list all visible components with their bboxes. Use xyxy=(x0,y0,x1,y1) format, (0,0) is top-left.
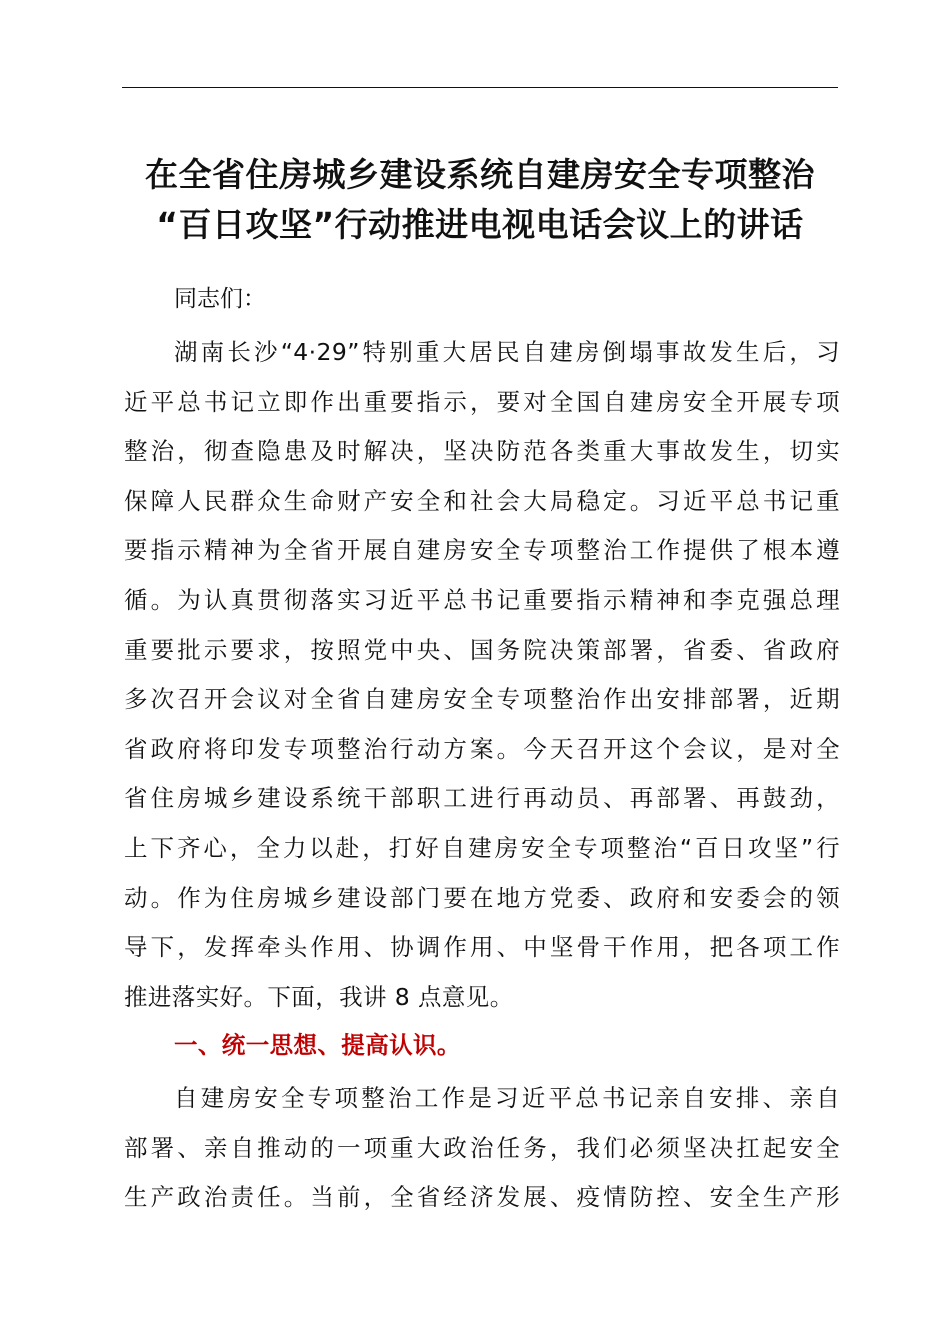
paragraph-line: 省住房城乡建设系统干部职工进行再动员、再部署、再鼓劲， xyxy=(124,784,840,813)
paragraph-line: 整治，彻查隐患及时解决，坚决防范各类重大事故发生，切实 xyxy=(124,437,840,466)
salutation: 同志们： xyxy=(174,286,266,312)
paragraph-line: 近平总书记立即作出重要指示，要对全国自建房安全开展专项 xyxy=(124,387,840,416)
paragraph-line: 上下齐心，全力以赴，打好自建房安全专项整治“百日攻坚”行 xyxy=(124,833,840,862)
title-line: “百日攻坚”行动推进电视电话会议上的讲话 xyxy=(156,205,804,244)
paragraph-line: 省政府将印发专项整治行动方案。今天召开这个会议，是对全 xyxy=(124,734,840,763)
section-heading-1: 一、统一思想、提高认识。 xyxy=(174,1031,461,1059)
paragraph-2 xyxy=(124,1074,840,1223)
paragraph-line: 多次召开会议对全省自建房安全专项整治作出安排部署，近期 xyxy=(124,685,840,714)
paragraph-line: 自建房安全专项整治工作是习近平总书记亲自安排、亲自 xyxy=(174,1084,840,1112)
paragraph-line: 湖南长沙“4·29”特别重大居民自建房倒塌事故发生后，习 xyxy=(174,338,840,366)
paragraph-line: 部署、亲自推动的一项重大政治任务，我们必须坚决扛起安全 xyxy=(124,1133,840,1162)
paragraph-line: 保障人民群众生命财产安全和社会大局稳定。习近平总书记重 xyxy=(124,486,840,515)
title-line: 在全省住房城乡建设系统自建房安全专项整治 xyxy=(145,155,815,194)
paragraph-line: 循。为认真贯彻落实习近平总书记重要指示精神和李克强总理 xyxy=(124,585,840,614)
paragraph-line: 要指示精神为全省开展自建房安全专项整治工作提供了根本遵 xyxy=(124,536,840,565)
paragraph-line: 动。作为住房城乡建设部门要在地方党委、政府和安委会的领 xyxy=(124,883,840,912)
document-title xyxy=(100,150,860,250)
header-rule xyxy=(122,87,838,88)
paragraph-line: 推进落实好。下面，我讲 8 点意见。 xyxy=(124,982,514,1011)
paragraph-line: 导下，发挥牵头作用、协调作用、中坚骨干作用，把各项工作 xyxy=(124,933,840,962)
paragraph-line: 重要批示要求，按照党中央、国务院决策部署，省委、省政府 xyxy=(124,635,840,664)
paragraph-1 xyxy=(124,328,840,1022)
paragraph-line: 生产政治责任。当前，全省经济发展、疫情防控、安全生产形 xyxy=(124,1183,840,1212)
